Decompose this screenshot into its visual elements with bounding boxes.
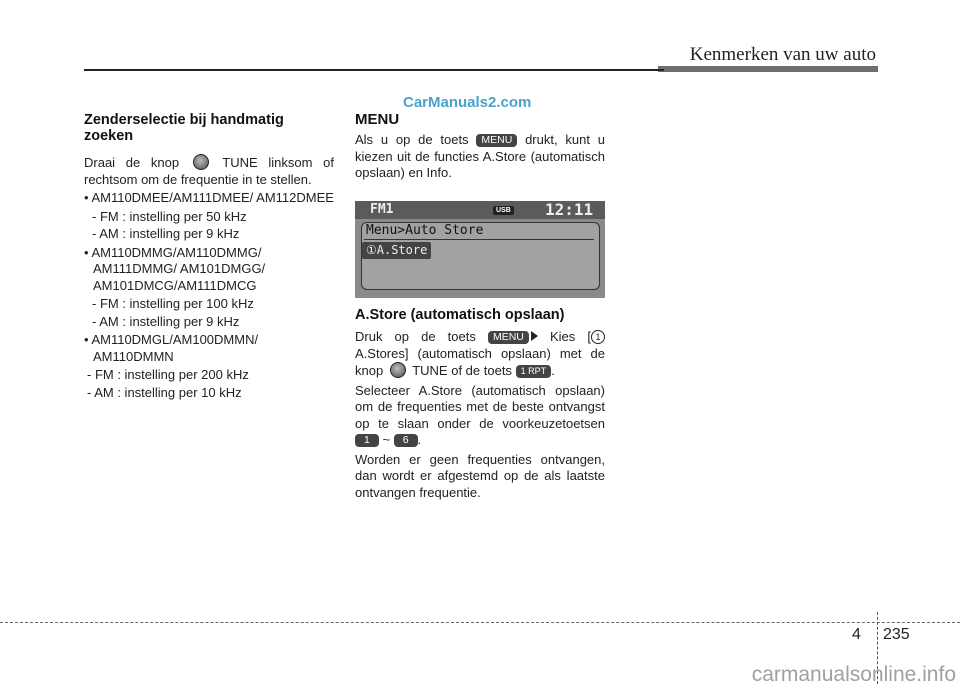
radio-display-usb-icon: USB: [493, 206, 514, 215]
intro-paragraph: [84, 154, 334, 188]
section-heading-manual-search: Zenderselectie bij handmatig zoeken: [84, 112, 284, 144]
menu-paragraph: [355, 132, 605, 182]
radio-display-breadcrumb: Menu>Auto Store: [366, 223, 484, 238]
circled-number-icon: 1: [591, 330, 605, 344]
astore-paragraph-1: Druk op de toets MENU Kies [ 1 A.Stores] (automatisch opslaan) met de knop TUNE of de toets 1 RPT .: [355, 329, 605, 378]
footer-dashed-rule: [0, 622, 960, 623]
preset-6-button-icon: 6: [394, 434, 418, 447]
page-header-title: Kenmerken van uw auto: [689, 44, 876, 65]
menu-button-icon-2: MENU: [488, 331, 529, 344]
radio-display-divider: [364, 239, 594, 240]
model-group-1-fm: - FM : instelling per 50 kHz: [92, 208, 247, 224]
model-group-2-am: - AM : instelling per 9 kHz: [92, 313, 240, 329]
arrow-right-icon: [531, 331, 538, 341]
astore-text-cont: A.Stores] (automatisch opslaan) met de knop: [355, 345, 605, 378]
model-group-1: • AM110DMEE/AM111DMEE/ AM112DMEE: [84, 190, 334, 205]
header-rule-thin: [84, 69, 664, 71]
model-group-3-fm: - FM : instelling per 200 kHz: [87, 367, 249, 382]
menu-text-post: drukt, kunt u kiezen uit de functies A.Store (automatisch opslaan) en Info.: [355, 132, 605, 180]
watermark-top: CarManuals2.com: [403, 94, 532, 111]
radio-display-band: FM1: [370, 202, 394, 217]
radio-display-selected-item: ①A.Store: [362, 242, 431, 259]
section-heading-astore: A.Store (automatisch opslaan): [355, 307, 565, 323]
section-heading-menu: MENU: [355, 111, 400, 128]
radio-display-clock: 12:11: [545, 200, 594, 219]
left-column: [84, 112, 334, 401]
menu-text-pre: Als u op de toets: [355, 132, 469, 147]
astore-paragraph-2: Selecteer A.Store (automatisch opslaan) om de frequenties met de beste ontvangst op te slaan onder de voorkeuzetoetsen 1 ~ 6 .: [355, 382, 605, 447]
astore-text-cont2: TUNE of de toets: [412, 363, 512, 378]
intro-text-pre: Draai de knop: [84, 155, 180, 170]
astore-text-2: Selecteer A.Store (automatisch opslaan) om de frequenties met de beste ontvangst op te slaan onder de voorkeuzetoetsen: [355, 382, 605, 431]
rpt-button-icon: 1 RPT: [516, 365, 552, 378]
watermark-bottom: carmanualsonline.info: [751, 663, 956, 686]
intro-text-post: TUNE linksom of rechtsom om de frequentie in te stellen.: [84, 155, 334, 187]
chapter-number: 4: [852, 626, 861, 643]
astore-text-mid: Kies [: [550, 329, 591, 344]
model-group-3: • AM110DMGL/AM100DMMN/ AM110DMMN: [84, 332, 259, 364]
menu-button-icon: MENU: [476, 134, 517, 147]
astore-text-pre: Druk op de toets: [355, 329, 476, 344]
astore-paragraph-3: Worden er geen frequenties ontvangen, dan wordt er afgestemd op de als laatste ontvangen frequentie.: [355, 451, 605, 500]
header-rule-thick: [658, 66, 878, 72]
tune-knob-icon: [193, 154, 209, 170]
preset-1-button-icon: 1: [355, 434, 379, 447]
menu-section: [355, 112, 605, 182]
model-group-2-fm: - FM : instelling per 100 kHz: [92, 296, 254, 311]
model-group-3-am: - AM : instelling per 10 kHz: [87, 384, 242, 400]
tune-knob-icon-2: [390, 362, 406, 378]
model-group-1-am: - AM : instelling per 9 kHz: [92, 226, 240, 241]
model-group-2: • AM110DMMG/AM110DMMG/ AM111DMMG/ AM101DMGG/ AM101DMCG/AM111DMCG: [84, 244, 266, 293]
astore-section: [355, 307, 605, 501]
page-number: 235: [883, 626, 910, 643]
preset-tilde: ~: [382, 432, 391, 447]
